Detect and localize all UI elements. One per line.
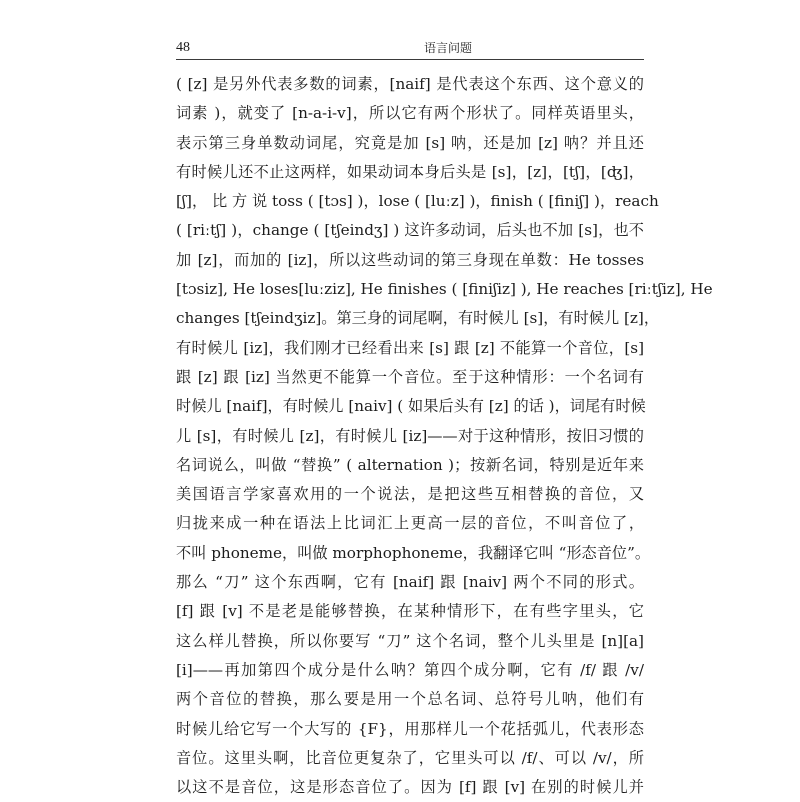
body-text — [176, 70, 713, 802]
text-line: 词素 )，就变了 [n-a-i-v]，所以它有两个形状了。同样英语里头， — [176, 104, 644, 123]
text-line: [tɔsiz], He loses[luːziz], He finishes ( [finiʃiz] ), He reaches [riːtʃiz], He — [176, 280, 713, 299]
text-line: [ʃ]， 比 方 说 toss ( [tɔs] )，lose ( [luːz] )，finish ( [finiʃ] )，reach — [176, 192, 659, 211]
text-line: changes [tʃeindʒiz]。第三身的词尾啊，有时候儿 [s]，有时候儿 [z]， — [176, 309, 660, 328]
text-line: ( [z] 是另外代表多数的词素，[naif] 是代表这个东西、这个意义的 — [176, 75, 644, 93]
running-header — [176, 36, 644, 56]
page-number: 48 — [176, 40, 190, 55]
text-line: 表示第三身单数动词尾，究竟是加 [s] 呐，还是加 [z] 呐？并且还 — [176, 133, 644, 152]
text-line: 有时候儿 [iz]，我们刚才已经看出来 [s] 跟 [z] 不能算一个音位，[s] — [176, 338, 644, 357]
text-line: 这么样儿替换，所以你要写 “刀” 这个名词，整个儿头里是 [n][a] — [176, 631, 644, 650]
text-line: 有时候儿还不止这两样，如果动词本身后头是 [s]，[z]，[tʃ]，[ʤ]， — [176, 162, 644, 181]
text-line: [i]——再加第四个成分是什么呐？第四个成分啊，它有 /f/ 跟 /v/ — [176, 660, 644, 679]
text-line: 儿 [s]，有时候儿 [z]，有时候儿 [iz]——对于这种情形，按旧习惯的 — [176, 426, 644, 445]
text-line: 美国语言学家喜欢用的一个说法，是把这些互相替换的音位，又 — [176, 485, 644, 504]
text-line: 时候儿给它写一个大写的 {F}，用那样儿一个花括弧儿，代表形态 — [176, 719, 644, 738]
text-line: [f] 跟 [v] 不是老是能够替换，在某种情形下，在有些字里头，它 — [176, 602, 644, 621]
text-line: 时候儿 [naif]，有时候儿 [naiv] ( 如果后头有 [z] 的话 )，词尾有时候 — [176, 397, 646, 416]
running-title: 语言问题 — [423, 41, 472, 55]
text-line: 归拢来成一种在语法上比词汇上更高一层的音位，不叫音位了， — [176, 514, 644, 533]
text-line: 以这不是音位，这是形态音位了。因为 [f] 跟 [v] 在别的时候儿并 — [176, 778, 644, 797]
header-rule — [176, 59, 644, 60]
text-line: 两个音位的替换，那么要是用一个总名词、总符号儿呐，他们有 — [176, 690, 644, 709]
text-line: 加 [z]，而加的 [iz]，所以这些动词的第三身现在单数：He tosses — [176, 250, 644, 269]
text-line: 名词说么，叫做 “替换” ( alternation )；按新名词，特别是近年来 — [176, 455, 644, 474]
text-line: 那么 “刀” 这个东西啊，它有 [naif] 跟 [naiv] 两个不同的形式。 — [176, 573, 644, 592]
text-line: 跟 [z] 跟 [iz] 当然更不能算一个音位。至于这种情形：一个名词有 — [176, 367, 644, 386]
text-line: ( [riːtʃ] )，change ( [tʃeindʒ] ) 这许多动词，后头也不加 [s]，也不 — [176, 221, 644, 240]
text-line: 音位。这里头啊，比音位更复杂了，它里头可以 /f/、可以 /v/，所 — [176, 748, 644, 767]
text-line: 不叫 phoneme，叫做 morphophoneme，我翻译它叫 “形态音位”。 — [176, 543, 651, 562]
